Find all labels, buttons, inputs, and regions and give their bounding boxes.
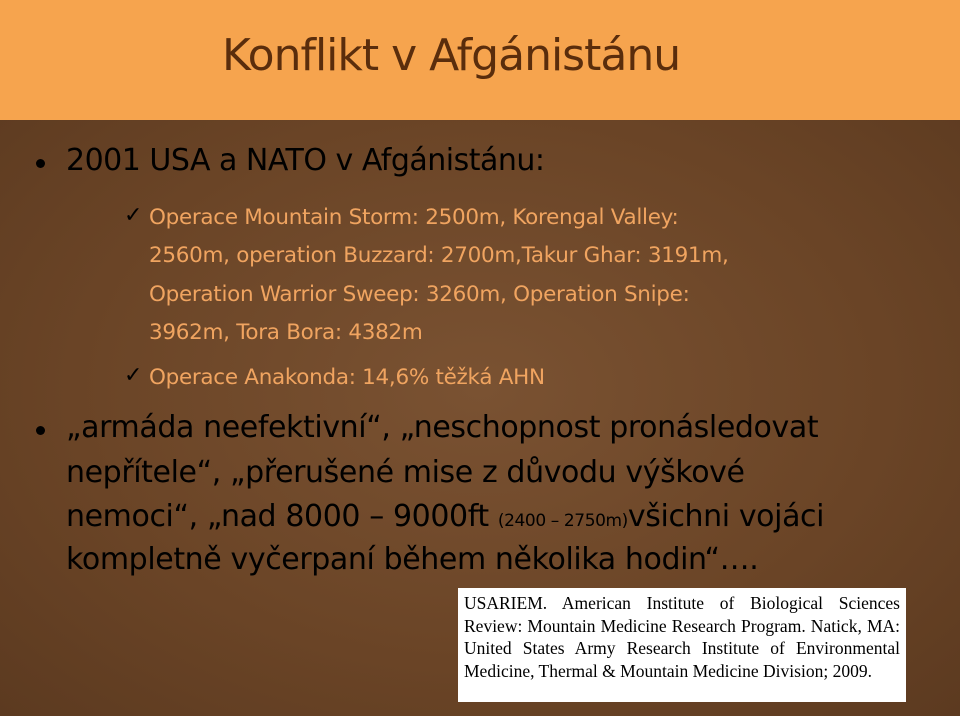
bullet-2-line-3 xyxy=(66,499,824,534)
slide-title: Konflikt v Afgánistánu xyxy=(222,30,681,81)
bullet-2-line-3-small: (2400 – 2750m) xyxy=(497,511,628,531)
bullet-2-line-4: kompletně vyčerpaní během několika hodin“…. xyxy=(66,542,759,577)
bullet-1-text: 2001 USA a NATO v Afgánistánu: xyxy=(66,143,545,178)
bullet-dot xyxy=(36,159,45,168)
title-bar xyxy=(0,0,960,120)
check-icon: ✓ xyxy=(124,363,143,388)
sub-item-1-line-2: 2560m, operation Buzzard: 2700m,Takur Ghar: 3191m, xyxy=(149,243,729,268)
bullet-2-line-3-b: všichni vojáci xyxy=(627,499,825,534)
sub-item-2: Operace Anakonda: 14,6% těžká AHN xyxy=(149,365,545,390)
citation-box: USARIEM. American Institute of Biological Sciences Review: Mountain Medicine Research Program. Natick, MA: United States Army Research Institute of Environmental Medicine, Thermal & Mountain Medicine Division; 2009. xyxy=(458,588,906,702)
bullet-2-line-1: „armáda neefektivní“, „neschopnost pronásledovat xyxy=(66,410,819,445)
sub-item-1-line-3: Operation Warrior Sweep: 3260m, Operation Snipe: xyxy=(149,282,690,307)
sub-item-1-line-4: 3962m, Tora Bora: 4382m xyxy=(149,320,423,345)
check-icon: ✓ xyxy=(124,203,143,228)
bullet-2-line-2: nepřítele“, „přerušené mise z důvodu výškové xyxy=(66,455,745,490)
sub-item-1-line-1: Operace Mountain Storm: 2500m, Korengal Valley: xyxy=(149,205,679,230)
bullet-2-line-3-a: nemoci“, „nad 8000 – 9000ft xyxy=(66,499,489,534)
bullet-dot xyxy=(36,426,45,435)
